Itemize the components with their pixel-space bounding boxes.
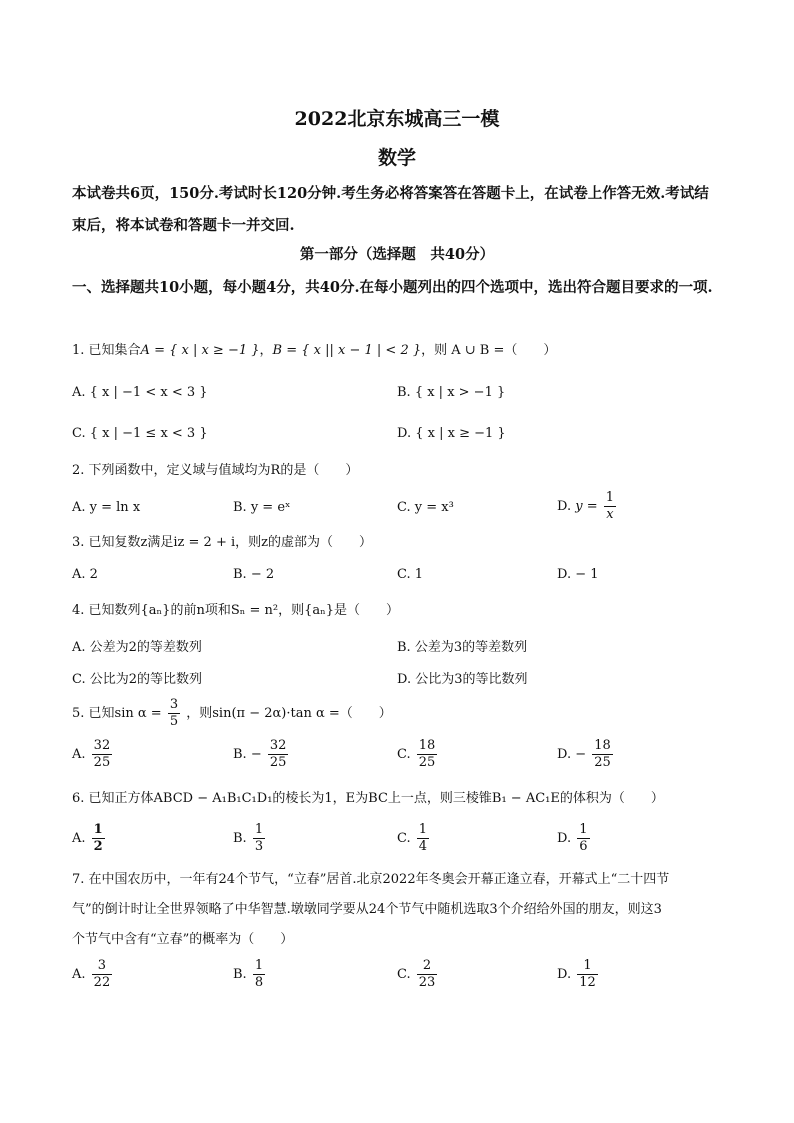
q4-option-c: C. 公比为2的等比数列 [72,672,203,687]
q3-option-d: D. − 1 [557,567,599,582]
fraction-denominator: 5 [169,714,179,729]
option-label: A. [72,747,86,762]
q2-option-d-prefix: y = [575,499,598,514]
q5-option-b [233,738,290,771]
q1-option-c: C. { x | −1 ≤ x < 3 } [72,426,208,441]
option-fraction [92,738,113,771]
q5-option-c [397,738,439,771]
option-fraction [417,738,438,771]
question-6-stem: 6. 已知正方体ABCD − A₁B₁C₁D₁的棱长为1，E为BC上一点，则三棱锥B₁ − AC₁E的体积为（ ） [72,791,664,806]
option-fraction [92,822,105,855]
fraction-denominator: 25 [93,755,111,770]
section-heading: 一、选择题共10小题，每小题4分，共40分.在每小题列出的四个选项中，选出符合题目要求的一项. [72,279,713,296]
q7-option-c [397,958,439,991]
q2-option-c: C. y = x³ [397,500,454,515]
question-4-stem: 4. 已知数列{aₙ}的前n项和Sₙ = n²，则{aₙ}是（ ） [72,603,400,618]
option-sign: − [575,747,587,762]
fraction-numerator: 18 [418,738,436,753]
q7-option-a [72,958,114,991]
fraction-numerator: 1 [418,822,428,837]
fraction-numerator: 1 [254,958,264,973]
question-7-line-1: 7. 在中国农历中，一年有24个节气，“立春”居首.北京2022年冬奥会开幕正逢立春，开幕式上“二十四节 [72,872,670,887]
q4-option-a: A. 公差为2的等差数列 [72,640,202,655]
question-5-stem [72,697,732,730]
fraction-denominator: x [606,507,614,522]
fraction-numerator: 1 [93,822,103,837]
question-1-stem [72,339,732,363]
fraction-numerator: 1 [579,822,588,837]
fraction-denominator: 23 [418,975,436,990]
q3-option-c: C. 1 [397,567,424,582]
fraction-denominator: 4 [418,839,428,854]
option-fraction [253,958,265,991]
q2-option-b: B. y = eˣ [233,500,291,515]
fraction-denominator: 22 [93,975,111,990]
option-label: C. [397,831,411,846]
q2-option-d [557,490,618,523]
q6-option-d [557,822,592,855]
option-fraction [577,822,589,855]
option-label: D. [557,747,572,762]
q5-option-a [72,738,114,771]
q3-option-a: A. 2 [72,567,98,582]
option-fraction [577,958,598,991]
q4-option-b: B. 公差为3的等差数列 [397,640,528,655]
question-3-stem: 3. 已知复数z满足iz = 2 + i，则z的虚部为（ ） [72,535,372,550]
option-fraction [592,738,613,771]
option-fraction [268,738,289,771]
option-label: C. [397,747,411,762]
q7-option-d [557,958,600,991]
option-label: C. [397,967,411,982]
q2-option-d-label: D. [557,499,572,514]
option-label: A. [72,967,86,982]
option-fraction [417,822,429,855]
q6-option-a [72,822,107,855]
fraction-numerator: 1 [254,822,264,837]
fraction-numerator: 3 [169,697,179,712]
option-fraction [92,958,113,991]
q1-option-a: A. { x | −1 < x < 3 } [72,385,208,400]
q2-option-d-fraction [604,490,616,523]
fraction-denominator: 3 [254,839,264,854]
fraction-denominator: 25 [269,755,287,770]
q1-sep: ， [259,343,273,358]
fraction-numerator: 1 [605,490,615,505]
q2-option-a: A. y = ln x [72,500,141,515]
fraction-denominator: 6 [579,839,588,854]
q6-option-c [397,822,431,855]
q1-set-b: B = { x || x − 1 | < 2 } [272,343,422,358]
option-label: B. [233,747,247,762]
exam-title: 2022北京东城高三一模 [294,108,500,130]
q5-option-d [557,738,615,771]
exam-subject: 数学 [377,147,416,169]
exam-notice: 本试卷共6页，150分.考试时长120分钟.考生务必将答案答在答题卡上，在试卷上作答无效.考试结束后，将本试卷和答题卡一并交回. [72,185,709,234]
part-heading: 第一部分（选择题 共40分） [299,246,495,263]
q4-option-d: D. 公比为3的等比数列 [397,672,528,687]
question-2-stem: 2. 下列函数中，定义域与值域均为R的是（ ） [72,463,359,478]
q5-stem-fraction [168,697,180,730]
fraction-numerator: 1 [577,958,598,975]
fraction-denominator: 2 [93,839,103,854]
q1-suffix: ，则 A ∪ B =（ ） [421,343,557,358]
q1-prefix: 1. 已知集合 [72,343,141,358]
option-label: B. [233,967,247,982]
fraction-numerator: 32 [93,738,111,753]
option-label: A. [72,831,86,846]
option-label: D. [557,831,572,846]
fraction-denominator: 12 [579,975,596,990]
fraction-denominator: 25 [594,755,611,770]
q7-option-b [233,958,267,991]
q1-option-d: D. { x | x ≥ −1 } [397,426,506,441]
q5-prefix: 5. 已知sin α = [72,706,162,721]
q1-set-a: A = { x | x ≥ −1 } [140,343,260,358]
fraction-denominator: 8 [254,975,264,990]
question-7-line-3: 个节气中含有“立春”的概率为（ ） [72,932,294,947]
fraction-numerator: 18 [594,738,611,753]
fraction-denominator: 25 [418,755,436,770]
option-label: B. [233,831,247,846]
option-fraction [253,822,265,855]
option-fraction [417,958,438,991]
q1-option-b: B. { x | x > −1 } [397,385,506,400]
q3-option-b: B. − 2 [233,567,275,582]
question-7-line-2: 气”的倒计时让全世界领略了中华智慧.墩墩同学要从24个节气中随机选取3个介绍给外国的朋友，则这3 [72,902,662,917]
option-label: D. [557,967,572,982]
option-sign: − [250,747,262,762]
fraction-numerator: 2 [417,958,438,975]
fraction-numerator: 32 [269,738,287,753]
fraction-numerator: 3 [92,958,113,975]
q5-suffix: ，则sin(π − 2α)·tan α =（ ） [186,706,392,721]
q6-option-b [233,822,267,855]
